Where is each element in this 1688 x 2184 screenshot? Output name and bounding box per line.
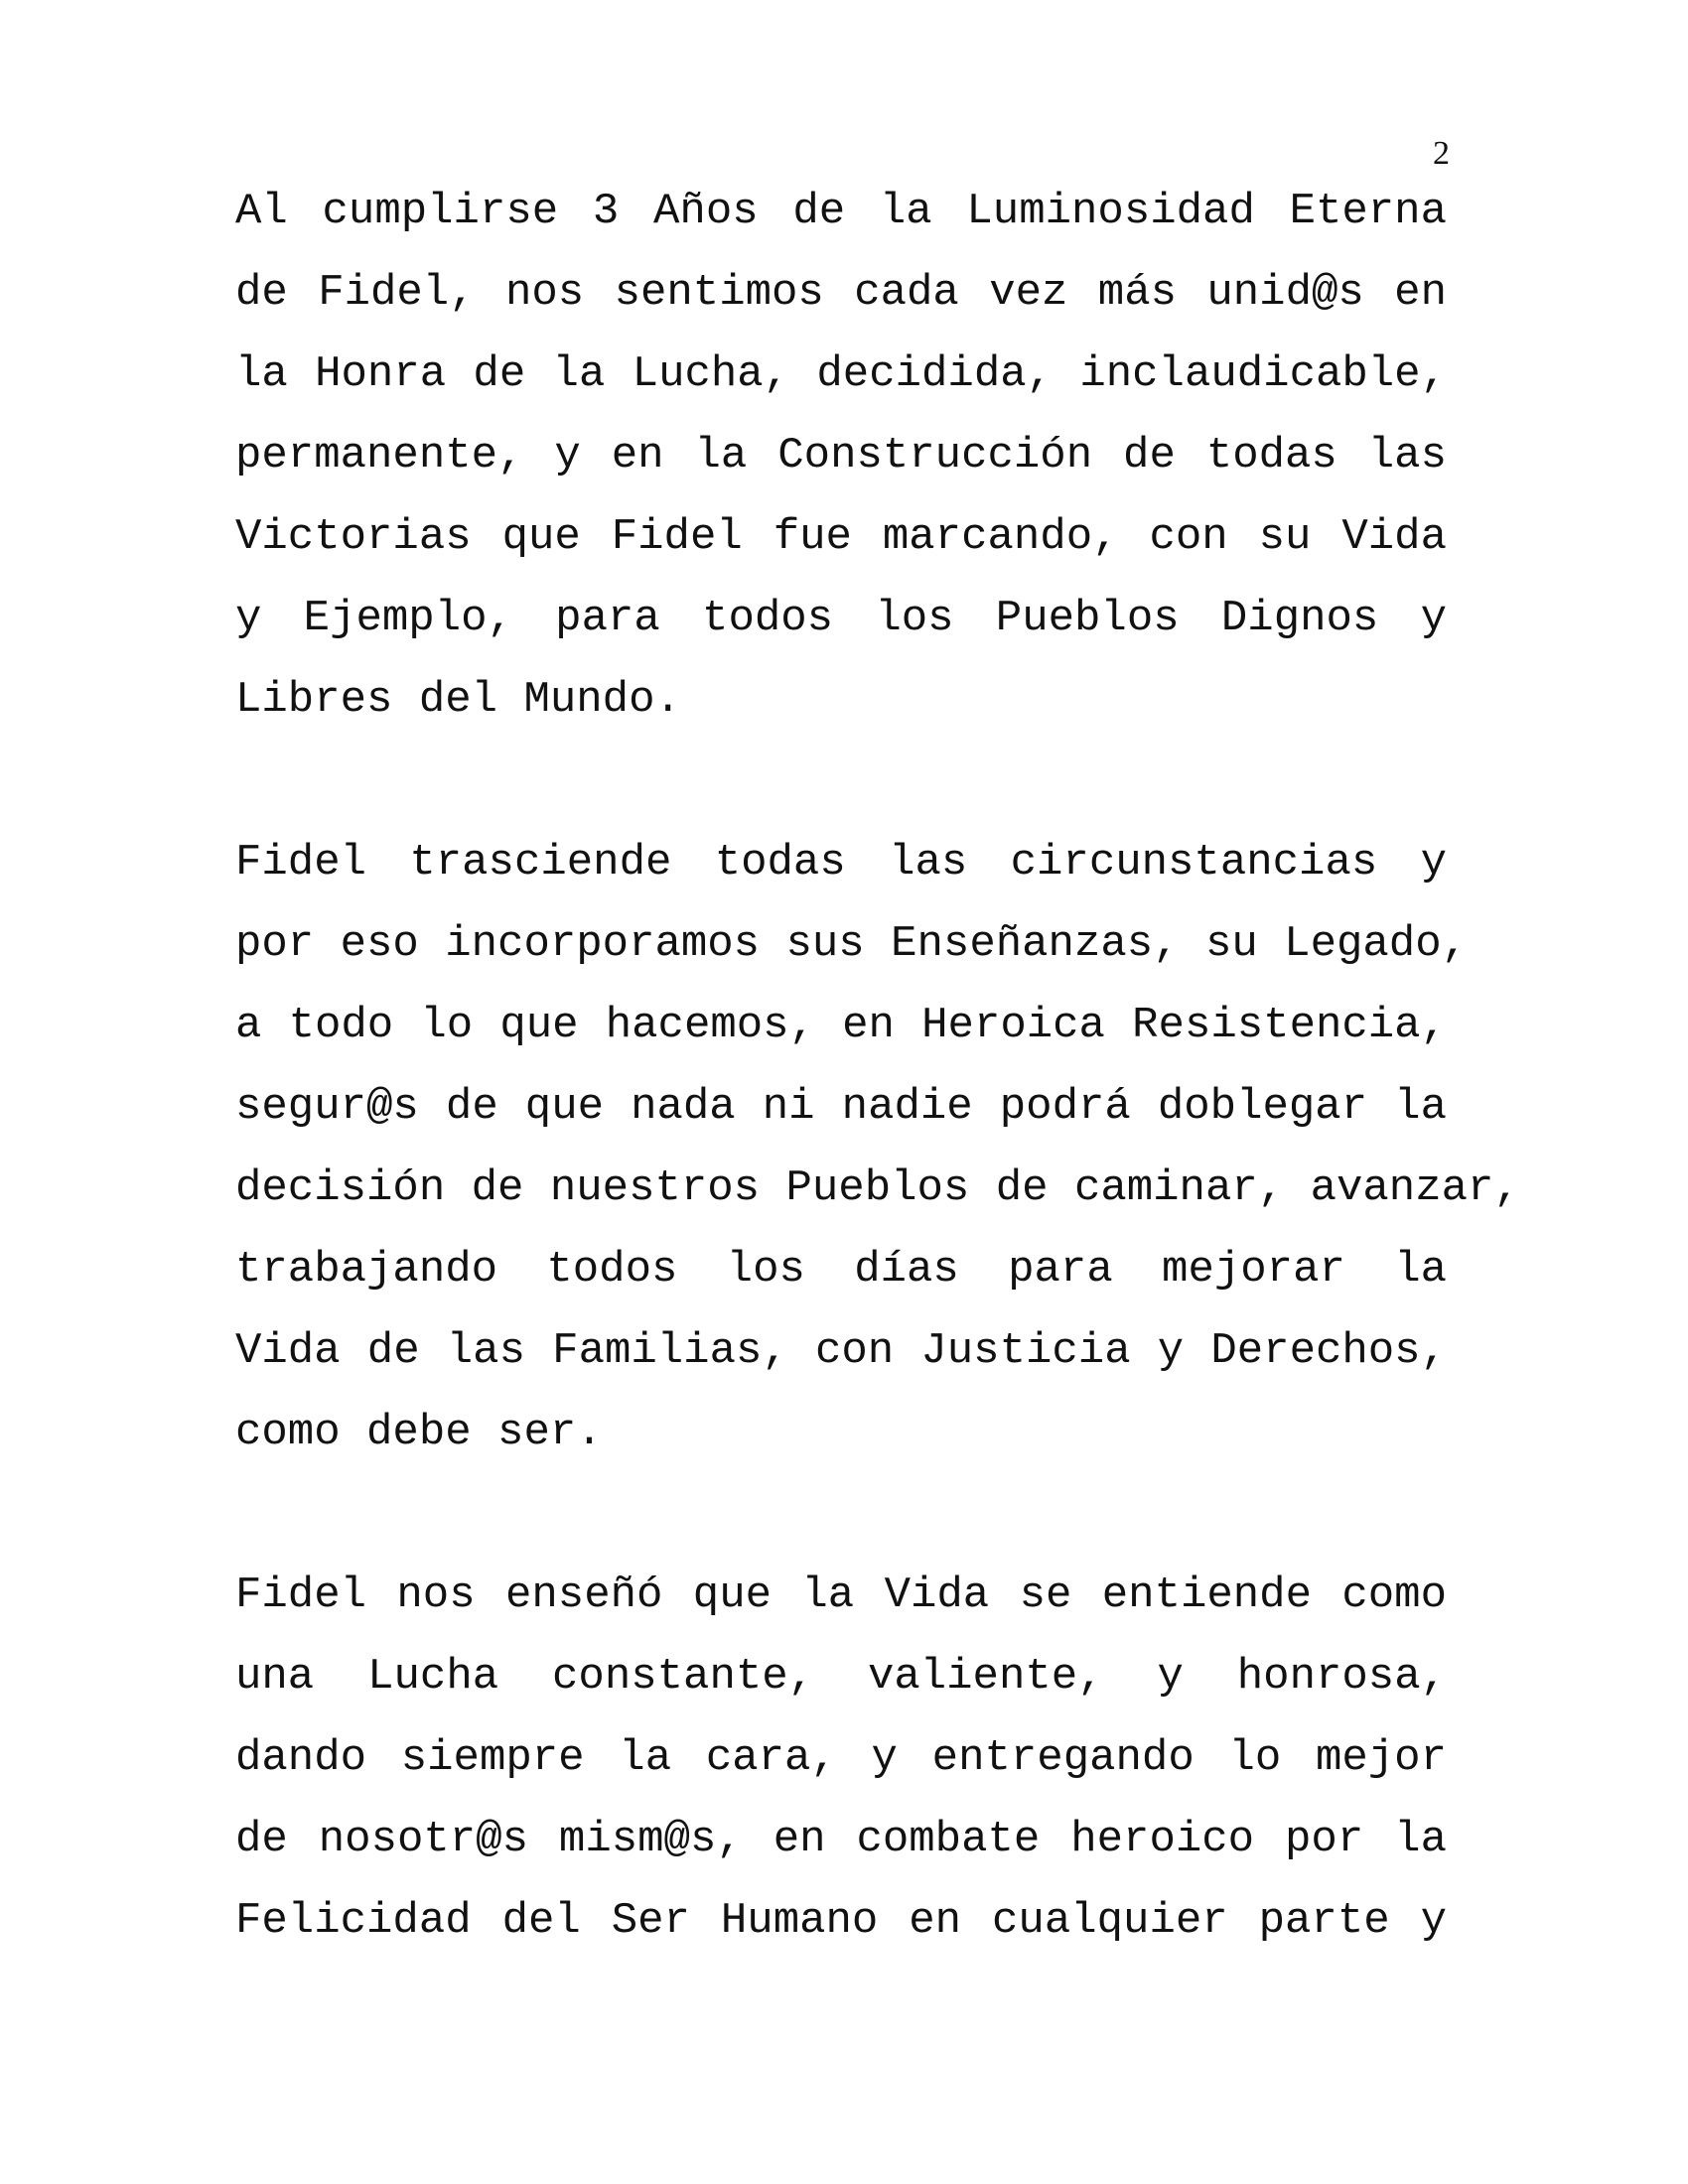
document-body bbox=[235, 171, 1520, 1962]
text-line: por eso incorporamos sus Enseñanzas, su Legado, bbox=[235, 919, 1469, 969]
text-line: una Lucha constante, valiente, y honrosa, bbox=[235, 1652, 1447, 1702]
paragraph-spacer bbox=[235, 1473, 1447, 1555]
text-line: Libres del Mundo. bbox=[235, 675, 681, 725]
paragraph-3 bbox=[235, 1555, 1447, 1962]
paragraph-spacer bbox=[235, 741, 1447, 822]
text-line: a todo lo que hacemos, en Heroica Resistencia, bbox=[235, 1001, 1447, 1050]
paragraph-1 bbox=[235, 171, 1447, 741]
text-line: de nosotr@s mism@s, en combate heroico por la bbox=[235, 1815, 1447, 1864]
text-line: trabajando todos los días para mejorar la bbox=[235, 1245, 1447, 1295]
text-line: como debe ser. bbox=[235, 1408, 603, 1457]
text-line: Vida de las Familias, con Justicia y Derechos, bbox=[235, 1326, 1447, 1376]
paragraph-2 bbox=[235, 822, 1520, 1473]
text-line: Fidel trasciende todas las circunstancias y bbox=[235, 838, 1447, 887]
text-line: Al cumplirse 3 Años de la Luminosidad Eterna bbox=[235, 187, 1447, 236]
text-line: Victorias que Fidel fue marcando, con su Vida bbox=[235, 512, 1447, 562]
page-number: 2 bbox=[1433, 135, 1450, 172]
text-line: la Honra de la Lucha, decidida, inclaudicable, bbox=[235, 349, 1447, 399]
text-line: Fidel nos enseñó que la Vida se entiende como bbox=[235, 1570, 1447, 1620]
text-line: decisión de nuestros Pueblos de caminar, avanzar, bbox=[235, 1163, 1520, 1213]
text-line: Felicidad del Ser Humano en cualquier parte y bbox=[235, 1896, 1447, 1946]
text-line: segur@s de que nada ni nadie podrá doblegar la bbox=[235, 1082, 1447, 1132]
text-line: dando siempre la cara, y entregando lo mejor bbox=[235, 1733, 1447, 1783]
text-line: de Fidel, nos sentimos cada vez más unid@s en bbox=[235, 268, 1447, 318]
text-line: y Ejemplo, para todos los Pueblos Dignos y bbox=[235, 594, 1447, 643]
text-line: permanente, y en la Construcción de todas las bbox=[235, 431, 1447, 480]
